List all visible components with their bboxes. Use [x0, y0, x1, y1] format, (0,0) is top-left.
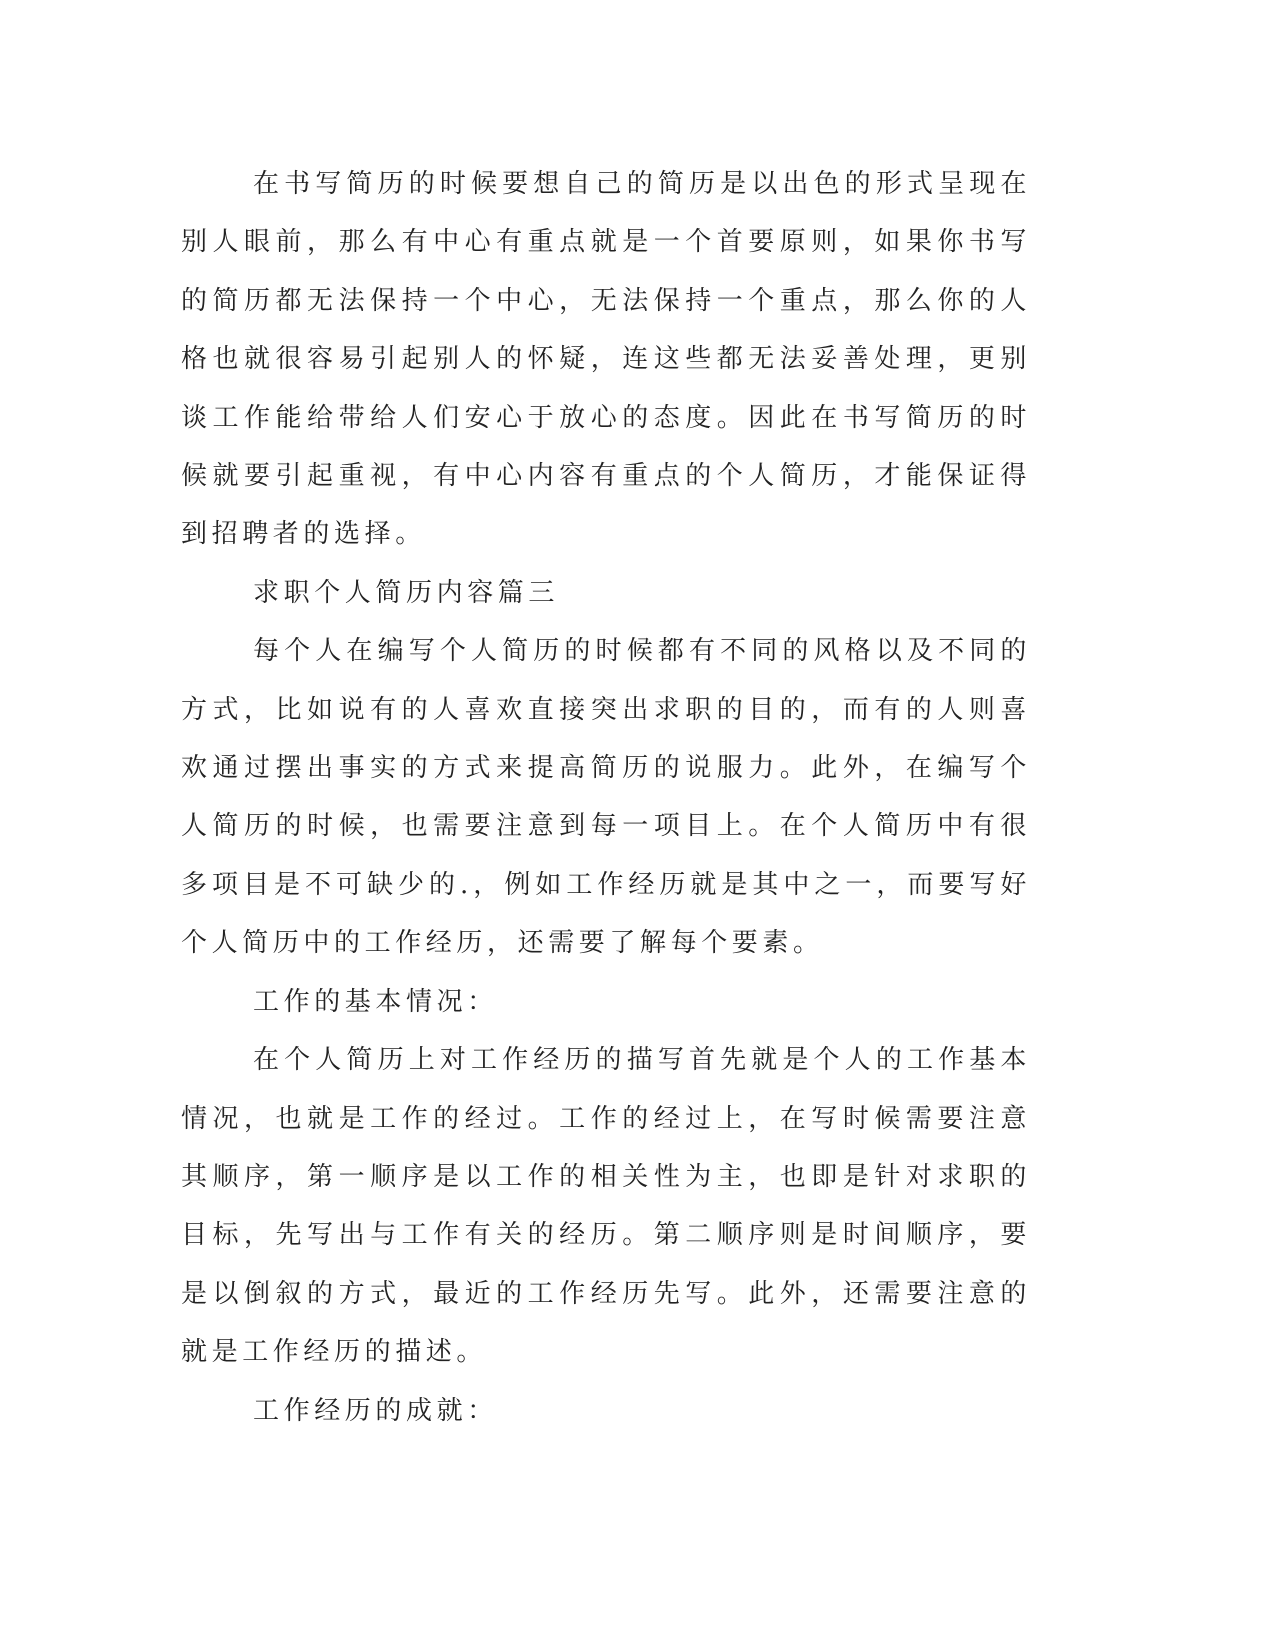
subheading-work-basics: 工作的基本情况： [253, 986, 498, 1017]
document-body [181, 155, 1031, 1440]
section-heading: 求职个人简历内容篇三 [253, 577, 560, 608]
paragraph-intro: 在书写简历的时候要想自己的简历是以出色的形式呈现在别人眼前，那么有中心有重点就是一个首要原则，如果你书写的简历都无法保持一个中心，无法保持一个重点，那么你的人格也就很容易引起别人的怀疑，连这些都无法妥善处理，更别谈工作能给带给人们安心于放心的态度。因此在书写简历的时候就要引起重视，有中心内容有重点的个人简历，才能保证得到招聘者的选择。 [181, 169, 1031, 550]
paragraph-work-basics: 在个人简历上对工作经历的描写首先就是个人的工作基本情况，也就是工作的经过。工作的经过上，在写时候需要注意其顺序，第一顺序是以工作的相关性为主，也即是针对求职的目标，先写出与工作有关的经历。第二顺序则是时间顺序，要是以倒叙的方式，最近的工作经历先写。此外，还需要注意的就是工作经历的描述。 [181, 1045, 1031, 1368]
subheading-work-achievements: 工作经历的成就： [253, 1395, 498, 1426]
paragraph-styles: 每个人在编写个人简历的时候都有不同的风格以及不同的方式，比如说有的人喜欢直接突出求职的目的，而有的人则喜欢通过摆出事实的方式来提高简历的说服力。此外，在编写个人简历的时候，也需要注意到每一项目上。在个人简历中有很多项目是不可缺少的.，例如工作经历就是其中之一，而要写好个人简历中的工作经历，还需要了解每个要素。 [181, 636, 1031, 959]
